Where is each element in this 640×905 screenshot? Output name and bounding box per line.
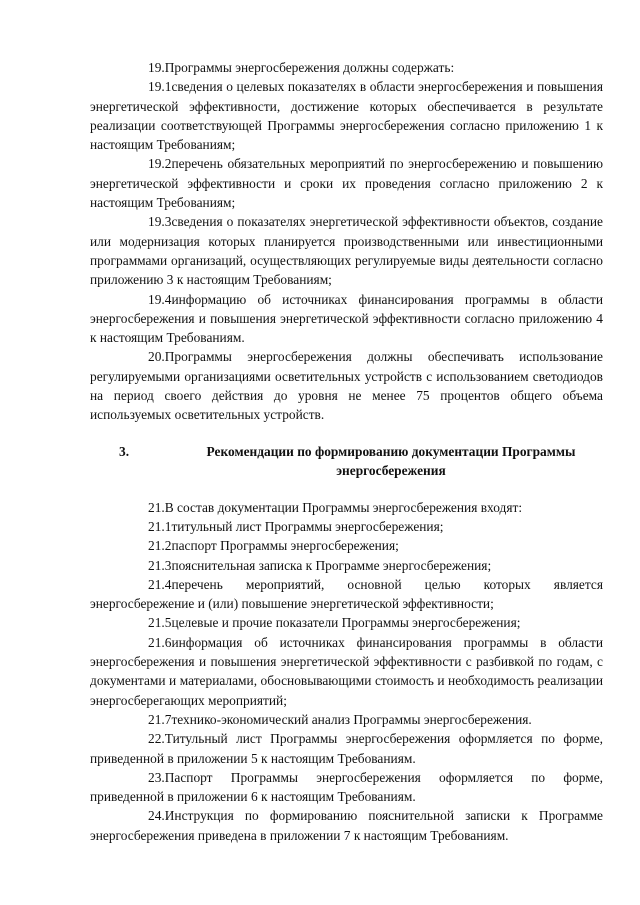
clause-number: 19.4 — [148, 291, 172, 307]
section-number: 3. — [119, 443, 130, 459]
clause-number: 23. — [148, 769, 165, 785]
clause-20 — [90, 347, 603, 424]
clause-21-4 — [90, 575, 603, 614]
document-page — [90, 58, 603, 845]
clause-text: Титульный лист Программы энергосбережения оформляется по форме, приведенной в приложении 5 к настоящим Требованиям. — [90, 731, 603, 766]
clause-number: 21.3 — [148, 557, 172, 573]
clause-text: перечень мероприятий, основной целью которых является энергосбережение и (или) повышение энергетической эффективности; — [90, 576, 603, 612]
clause-21-7 — [90, 710, 603, 729]
clause-number: 21.5 — [148, 615, 172, 631]
clause-21-2 — [90, 536, 603, 555]
clause-23 — [90, 768, 603, 807]
clause-19-1 — [90, 77, 603, 154]
clause-text: пояснительная записка к Программе энергосбережения; — [171, 557, 492, 573]
clause-text: паспорт Программы энергосбережения; — [171, 538, 399, 554]
clause-21 — [90, 498, 603, 517]
clause-21-6 — [90, 633, 603, 710]
section-heading — [90, 442, 603, 480]
clause-number: 21.6 — [148, 634, 172, 650]
clause-text: Программы энергосбережения должны содержать: — [164, 60, 455, 75]
clause-number: 21.4 — [148, 576, 172, 592]
clause-19-3 — [90, 212, 603, 289]
clause-22 — [90, 729, 603, 768]
clause-text: информацию об источниках финансирования программы в области энергосбережения и повышения энергетической эффективности согласно приложению 4 к настоящим Требованиям. — [90, 291, 603, 346]
clause-19-2 — [90, 154, 603, 212]
clause-21-3 — [90, 556, 603, 575]
clause-19 — [90, 58, 603, 77]
clause-text: Паспорт Программы энергосбережения оформляется по форме, приведенной в приложении 6 к настоящим Требованиям. — [90, 769, 603, 805]
clause-number: 19.1 — [148, 79, 172, 95]
clause-number: 21. — [148, 499, 165, 515]
clause-text: технико-экономический анализ Программы энергосбережения. — [171, 711, 532, 727]
section-title: Рекомендации по формированию документации Программы энергосбережения — [206, 443, 576, 478]
clause-text: сведения о показателях энергетической эффективности объектов, создание или модернизация которых планируется производственными или инвестиционными программами организаций, осуществляющих регулируемые виды деятельности согласно приложению 3 к настоящим Требованиям; — [90, 214, 603, 288]
clause-text: перечень обязательных мероприятий по энергосбережению и повышению энергетической эффективности и сроки их проведения согласно приложению 2 к настоящим Требованиям; — [90, 156, 603, 211]
clause-text: титульный лист Программы энергосбережения; — [171, 518, 444, 534]
clause-number: 24. — [148, 808, 165, 824]
clause-number: 22. — [148, 731, 165, 747]
clause-text: Программы энергосбережения должны обеспечивать использование регулируемыми организациями осветительных устройств с использованием светодиодов на период своего действия до уровня не менее 75 процентов общего объема используемых осветительных устройств. — [90, 349, 603, 423]
clause-text: В состав документации Программы энергосбережения входят: — [164, 499, 523, 515]
clause-number: 20. — [148, 349, 165, 365]
clause-text: информация об источниках финансирования программы в области энергосбережения и повышения энергетической эффективности с разбивкой по годам, с документами и материалами, обосновывающими стоимость и необходимость реализации энергосберегающих мероприятий; — [90, 634, 603, 708]
clause-text: сведения о целевых показателях в области энергосбережения и повышения энергетической эффективности, достижение которых обеспечивается в результате реализации соответствующей Программы энергосбережения согласно приложению 1 к настоящим Требованиям; — [90, 79, 603, 153]
clause-number: 21.1 — [148, 518, 172, 534]
clause-number: 19. — [148, 60, 165, 75]
clause-21-5 — [90, 613, 603, 632]
clause-text: целевые и прочие показатели Программы энергосбережения; — [171, 615, 521, 631]
clause-number: 21.7 — [148, 711, 172, 727]
clause-number: 19.3 — [148, 214, 172, 230]
clause-24 — [90, 806, 603, 845]
clause-number: 19.2 — [148, 156, 172, 172]
clause-number: 21.2 — [148, 538, 172, 554]
clause-text: Инструкция по формированию пояснительной записки к Программе энергосбережения приведена в приложении 7 к настоящим Требованиям. — [90, 808, 603, 843]
clause-21-1 — [90, 517, 603, 536]
clause-19-4 — [90, 290, 603, 348]
